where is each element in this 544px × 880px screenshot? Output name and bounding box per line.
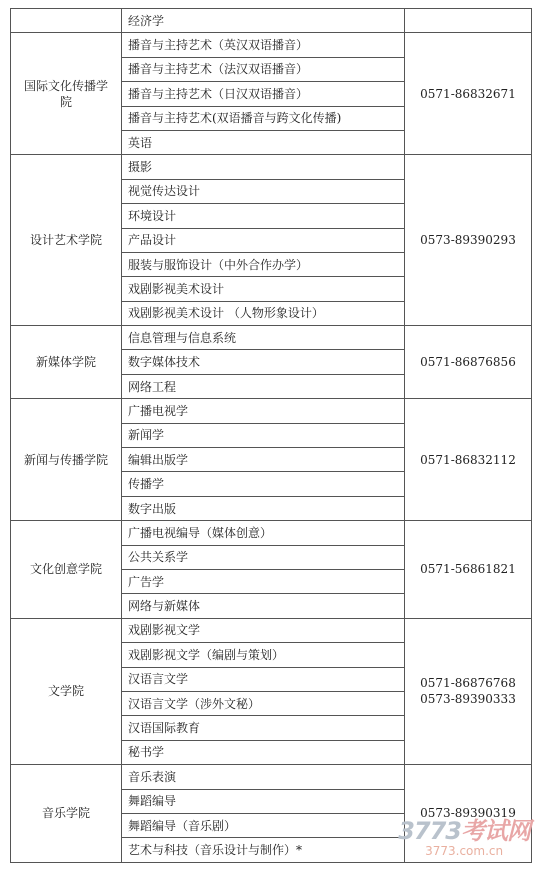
table-row <box>11 521 532 545</box>
major-name: 数字出版 <box>122 496 405 520</box>
major-name: 公共关系学 <box>122 545 405 569</box>
major-name: 播音与主持艺术（英汉双语播音） <box>122 33 405 57</box>
major-name: 舞蹈编导 <box>122 789 405 813</box>
college-phone: 0571-56861821 <box>405 521 532 619</box>
college-name: 新闻与传播学院 <box>11 399 122 521</box>
major-name: 舞蹈编导（音乐剧） <box>122 813 405 837</box>
table-row <box>11 399 532 423</box>
college-name: 新媒体学院 <box>11 326 122 399</box>
table-row <box>11 33 532 57</box>
major-name: 戏剧影视美术设计 （人物形象设计） <box>122 301 405 325</box>
major-name: 传播学 <box>122 472 405 496</box>
table-row <box>11 618 532 642</box>
major-name: 播音与主持艺术(双语播音与跨文化传播) <box>122 106 405 130</box>
major-name: 经济学 <box>122 9 405 33</box>
table-row <box>11 765 532 789</box>
major-name: 播音与主持艺术（法汉双语播音） <box>122 57 405 81</box>
major-name: 汉语言文学 <box>122 667 405 691</box>
major-name: 戏剧影视美术设计 <box>122 277 405 301</box>
watermark <box>398 811 530 858</box>
major-name: 信息管理与信息系统 <box>122 326 405 350</box>
major-name: 艺术与科技（音乐设计与制作）* <box>122 838 405 862</box>
major-name: 汉语国际教育 <box>122 716 405 740</box>
major-name: 数字媒体技术 <box>122 350 405 374</box>
major-name: 广告学 <box>122 569 405 593</box>
major-name: 视觉传达设计 <box>122 179 405 203</box>
major-name: 产品设计 <box>122 228 405 252</box>
college-phone: 0573-89390319 <box>405 765 532 863</box>
major-name: 戏剧影视文学（编剧与策划） <box>122 643 405 667</box>
college-phone: 0571-86876856 <box>405 326 532 399</box>
college-name: 文化创意学院 <box>11 521 122 619</box>
college-phone: 0571-86876768 0573-89390333 <box>405 618 532 764</box>
table-row <box>11 155 532 179</box>
major-name: 网络工程 <box>122 374 405 398</box>
college-name: 音乐学院 <box>11 765 122 863</box>
major-name: 秘书学 <box>122 740 405 764</box>
major-name: 广播电视学 <box>122 399 405 423</box>
major-name: 音乐表演 <box>122 765 405 789</box>
college-name: 设计艺术学院 <box>11 155 122 326</box>
major-name: 广播电视编导（媒体创意） <box>122 521 405 545</box>
major-name: 网络与新媒体 <box>122 594 405 618</box>
college-name: 文学院 <box>11 618 122 764</box>
college-name <box>11 9 122 33</box>
college-phone: 0571-86832671 <box>405 33 532 155</box>
watermark-logo: 3773考试网 <box>398 817 530 845</box>
major-name: 编辑出版学 <box>122 448 405 472</box>
major-name: 戏剧影视文学 <box>122 618 405 642</box>
major-name: 服装与服饰设计（中外合作办学） <box>122 252 405 276</box>
table-row <box>11 326 532 350</box>
major-name: 英语 <box>122 130 405 154</box>
major-name: 环境设计 <box>122 204 405 228</box>
college-majors-table <box>10 8 532 863</box>
major-name: 汉语言文学（涉外文秘） <box>122 691 405 715</box>
table-row <box>11 9 532 33</box>
major-name: 新闻学 <box>122 423 405 447</box>
major-name: 摄影 <box>122 155 405 179</box>
college-name: 国际文化传播学院 <box>11 33 122 155</box>
college-phone: 0571-86832112 <box>405 399 532 521</box>
college-phone: 0573-89390293 <box>405 155 532 326</box>
watermark-url: 3773.com.cn <box>425 844 504 858</box>
major-name: 播音与主持艺术（日汉双语播音） <box>122 82 405 106</box>
college-phone <box>405 9 532 33</box>
